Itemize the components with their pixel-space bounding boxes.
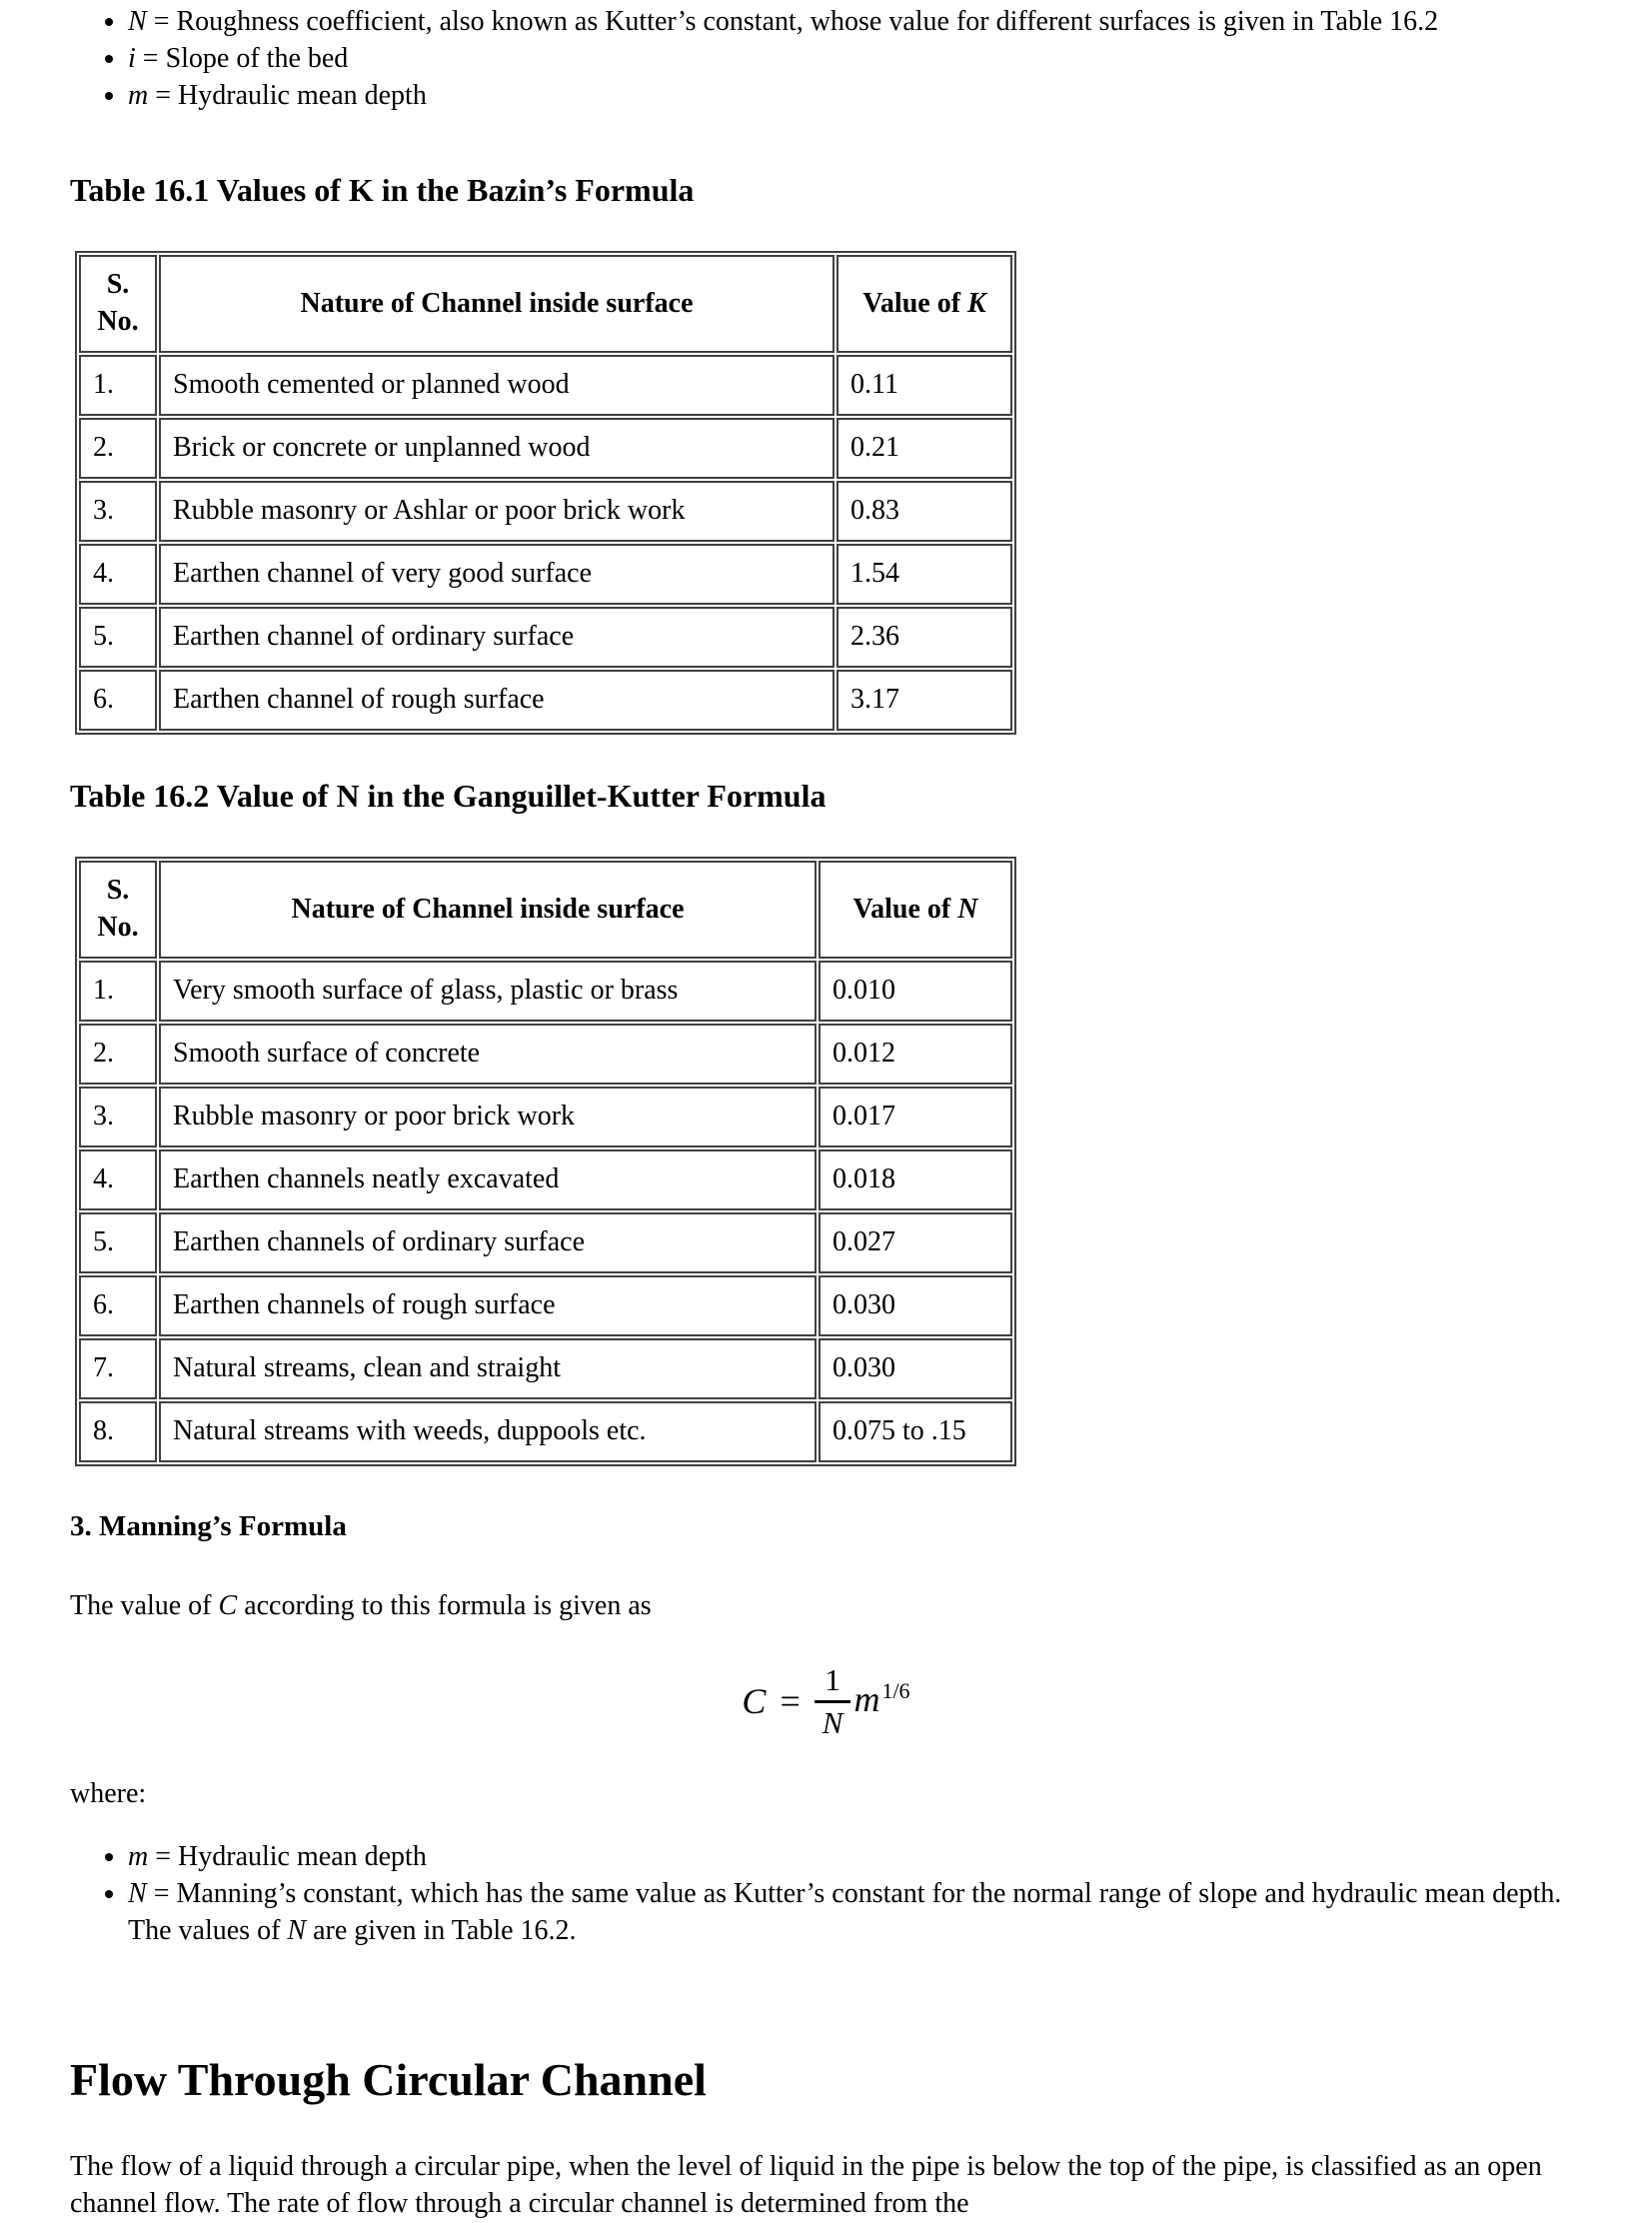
manning-intro-text [70, 1588, 1582, 1625]
table-16-2-header [79, 861, 1012, 959]
definition-text: are given in Table 16.2. [306, 1915, 577, 1947]
equation-lhs: C [742, 1680, 767, 1721]
cell-nature: Smooth cemented or planned wood [159, 355, 834, 416]
table-row [79, 1149, 1012, 1210]
column-header-value-symbol: N [957, 893, 978, 925]
table-row [79, 418, 1012, 479]
cell-value: 0.075 to .15 [819, 1401, 1012, 1462]
cell-sno: 6. [79, 1275, 157, 1336]
cell-sno: 1. [79, 961, 157, 1022]
header-row [79, 255, 1012, 353]
equation-term [853, 1679, 909, 1720]
cell-nature: Natural streams with weeds, duppools etc. [159, 1401, 817, 1462]
cell-value: 3.17 [836, 670, 1012, 731]
variable-symbol: N [287, 1915, 307, 1947]
column-header-nature: Nature of Channel inside surface [159, 861, 817, 959]
variable-symbol: i [128, 42, 136, 74]
cell-nature: Earthen channels of ordinary surface [159, 1212, 817, 1273]
cell-value: 1.54 [836, 544, 1012, 605]
table-16-1-header [79, 255, 1012, 353]
cell-nature: Earthen channels of rough surface [159, 1275, 817, 1336]
cell-nature: Very smooth surface of glass, plastic or brass [159, 961, 817, 1022]
list-item-m-definition [128, 1839, 1562, 1876]
table-row [79, 961, 1012, 1022]
cell-value: 2.36 [836, 607, 1012, 668]
table-row [79, 355, 1012, 416]
fraction-numerator: 1 [825, 1662, 840, 1697]
flow-through-circular-channel-heading: Flow Through Circular Channel [70, 2054, 707, 2105]
table-row [79, 670, 1012, 731]
list-item-n-definition [128, 4, 1562, 41]
definition-text: = Hydraulic mean depth [148, 79, 427, 111]
cell-value: 0.017 [819, 1087, 1012, 1147]
column-header-value-prefix: Value of [852, 893, 958, 925]
table-row [79, 1338, 1012, 1399]
cell-value: 0.83 [836, 481, 1012, 542]
cell-sno: 2. [79, 418, 157, 479]
table-16-2-body [79, 961, 1012, 1462]
cell-sno: 5. [79, 607, 157, 668]
cell-sno: 4. [79, 544, 157, 605]
cell-value: 0.018 [819, 1149, 1012, 1210]
cell-nature: Natural streams, clean and straight [159, 1338, 817, 1399]
cell-sno: 8. [79, 1401, 157, 1462]
cell-sno: 6. [79, 670, 157, 731]
intro-pre: The value of [70, 1590, 219, 1622]
fraction-denominator: N [822, 1705, 843, 1741]
table-row [79, 1401, 1012, 1462]
term-exponent: 1/6 [881, 1678, 910, 1704]
variable-symbol: C [218, 1590, 238, 1622]
column-header-value [819, 861, 1012, 959]
variable-symbol: N [128, 6, 147, 37]
cell-nature: Earthen channel of rough surface [159, 670, 834, 731]
cell-value: 0.027 [819, 1212, 1012, 1273]
cell-nature: Brick or concrete or unplanned wood [159, 418, 834, 479]
column-header-sno: S. No. [79, 861, 157, 959]
cell-nature: Earthen channel of ordinary surface [159, 607, 834, 668]
equals-sign: = [780, 1680, 801, 1721]
cell-sno: 4. [79, 1149, 157, 1210]
intro-post: according to this formula is given as [237, 1590, 652, 1622]
manning-variables-list [70, 1839, 1582, 1950]
column-header-value-prefix: Value of [862, 287, 968, 319]
where-label: where: [70, 1778, 147, 1810]
definition-text: = Slope of the bed [135, 42, 349, 74]
cell-nature: Earthen channels neatly excavated [159, 1149, 817, 1210]
table-16-1-body [79, 355, 1012, 731]
manning-formula-heading: 3. Manning’s Formula [70, 1509, 347, 1542]
table-row [79, 1212, 1012, 1273]
flow-section-paragraph: The flow of a liquid through a circular pipe, when the level of liquid in the pipe is below the top of the pipe, is classified as an open channel flow. The rate of flow through a circular channel is determined from the [70, 2150, 1542, 2219]
cell-sno: 7. [79, 1338, 157, 1399]
cell-sno: 3. [79, 1087, 157, 1147]
list-item-m-definition [128, 78, 1562, 115]
definition-text: = Hydraulic mean depth [148, 1841, 427, 1873]
variable-symbol: m [128, 79, 149, 111]
equation-row [742, 1663, 909, 1740]
cell-sno: 1. [79, 355, 157, 416]
table-16-1-title: Table 16.1 Values of K in the Bazin’s Formula [70, 171, 695, 208]
table-row [79, 1087, 1012, 1147]
table-row [79, 1275, 1012, 1336]
table-row [79, 1024, 1012, 1085]
variable-definitions-list [70, 4, 1582, 115]
cell-value: 0.030 [819, 1338, 1012, 1399]
fraction-bar [815, 1700, 851, 1703]
term-base: m [853, 1679, 880, 1720]
column-header-sno: S. No. [79, 255, 157, 353]
column-header-nature: Nature of Channel inside surface [159, 255, 834, 353]
column-header-value-symbol: K [967, 287, 986, 319]
header-row [79, 861, 1012, 959]
cell-value: 0.010 [819, 961, 1012, 1022]
table-row [79, 544, 1012, 605]
list-item-n-definition [128, 1876, 1562, 1950]
definition-text: = Manning’s constant, which has the same value as Kutter’s constant for the normal range of slope and hydraulic mean depth. The values of [128, 1878, 1562, 1947]
cell-value: 0.11 [836, 355, 1012, 416]
definition-text: = Roughness coefficient, also known as Kutter’s constant, whose value for different surfaces is given in Table 16.2 [146, 6, 1439, 37]
table-row [79, 481, 1012, 542]
table-16-2-title: Table 16.2 Value of N in the Ganguillet-Kutter Formula [70, 777, 826, 814]
cell-sno: 2. [79, 1024, 157, 1085]
table-16-1 [75, 251, 1016, 735]
variable-symbol: m [128, 1841, 149, 1873]
list-item-i-definition [128, 41, 1562, 78]
cell-nature: Rubble masonry or Ashlar or poor brick work [159, 481, 834, 542]
cell-sno: 3. [79, 481, 157, 542]
column-header-value [836, 255, 1012, 353]
fraction [815, 1663, 851, 1740]
variable-symbol: N [128, 1878, 147, 1910]
manning-formula-equation [70, 1663, 1582, 1740]
cell-nature: Earthen channel of very good surface [159, 544, 834, 605]
cell-value: 0.030 [819, 1275, 1012, 1336]
cell-nature: Smooth surface of concrete [159, 1024, 817, 1085]
cell-value: 0.21 [836, 418, 1012, 479]
table-16-2 [75, 857, 1016, 1466]
cell-sno: 5. [79, 1212, 157, 1273]
cell-value: 0.012 [819, 1024, 1012, 1085]
table-row [79, 607, 1012, 668]
cell-nature: Rubble masonry or poor brick work [159, 1087, 817, 1147]
